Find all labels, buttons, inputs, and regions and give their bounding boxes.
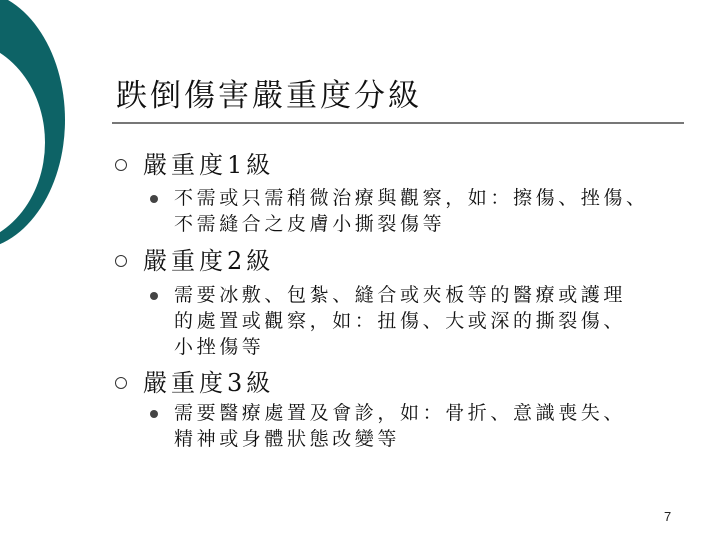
severity-level-1-detail-item: [150, 185, 694, 237]
hollow-circle-bullet-icon: [115, 255, 127, 267]
filled-circle-bullet-icon: [150, 292, 158, 300]
title-divider: [112, 122, 684, 124]
severity-level-1-detail: 不需或只需稍微治療與觀察，如：擦傷、挫傷、 不需縫合之皮膚小撕裂傷等: [174, 187, 649, 235]
severity-level-1-item: [115, 148, 274, 182]
severity-level-2-item: [115, 244, 274, 278]
severity-level-3-heading: 嚴重度3級: [143, 369, 275, 397]
page-number: 7: [664, 509, 672, 524]
severity-level-1-heading: 嚴重度1級: [143, 151, 275, 179]
hollow-circle-bullet-icon: [115, 159, 127, 171]
severity-level-2-heading: 嚴重度2級: [143, 247, 275, 275]
hollow-circle-bullet-icon: [115, 377, 127, 389]
severity-level-2-detail: 需要冰敷、包紮、縫合或夾板等的醫療或護理 的處置或觀察，如：扭傷、大或深的撕裂傷、 小挫傷等: [174, 284, 627, 358]
severity-level-3-detail-item: [150, 400, 694, 452]
decorative-corner-shape: [0, 0, 90, 300]
slide-title: 跌倒傷害嚴重度分級: [116, 78, 422, 114]
filled-circle-bullet-icon: [150, 410, 158, 418]
filled-circle-bullet-icon: [150, 195, 158, 203]
severity-level-2-detail-item: [150, 282, 694, 360]
severity-level-3-detail: 需要醫療處置及會診，如：骨折、意識喪失、 精神或身體狀態改變等: [174, 402, 627, 450]
severity-level-3-item: [115, 366, 274, 400]
